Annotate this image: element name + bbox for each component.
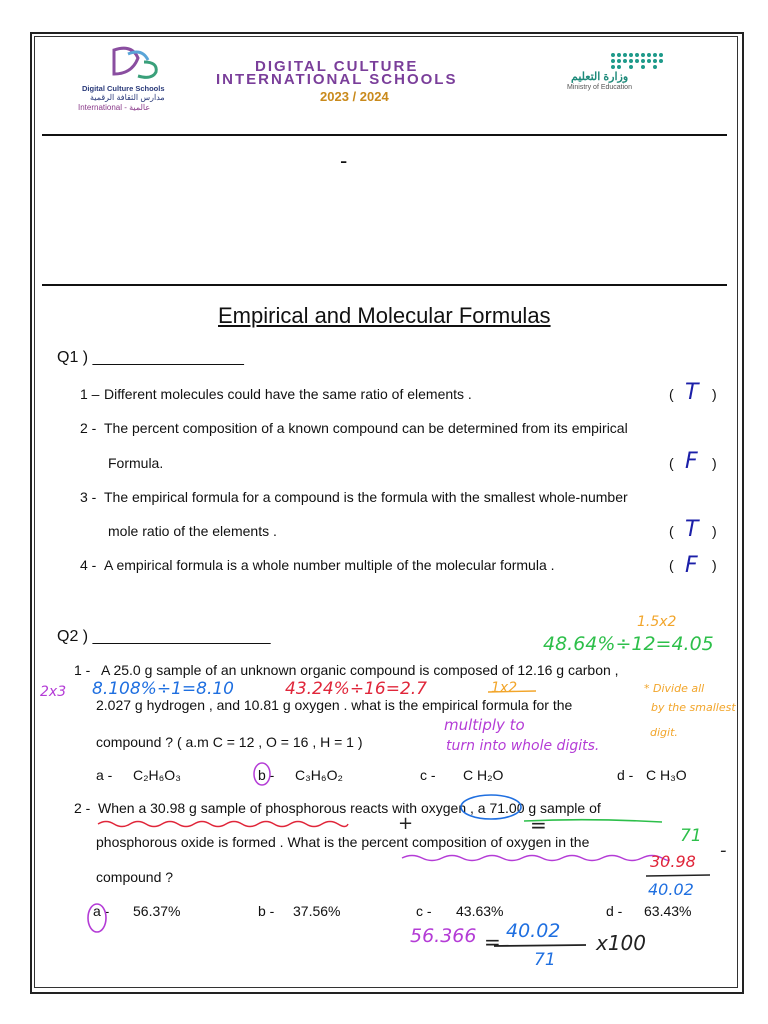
q1-item3-text: The empirical formula for a compound is the formula with the smallest whole-number (104, 489, 628, 505)
q1-answer2: F (685, 449, 698, 474)
hw-plus: + (398, 813, 414, 834)
answer-b-circle (254, 763, 270, 785)
q1-item3-text2: mole ratio of the elements . (108, 523, 277, 539)
q1-answer4-close: ) (712, 557, 717, 573)
q2-item1-option-d: C H₃O (646, 767, 687, 783)
hw-orange-top: 1.5x2 (637, 614, 677, 630)
hw-orange-note-2: by the smallest (651, 701, 736, 714)
school-intl-line: International - عالمية (78, 103, 151, 112)
q1-item2-num: 2 - (80, 420, 97, 436)
q1-item1-num: 1 – (80, 386, 100, 402)
hw-green-71: 71 (680, 826, 702, 846)
q1-label: Q1 ) _________________ (57, 349, 244, 366)
q2-item2-line3: compound ? (96, 869, 174, 885)
q1-answer3-close: ) (712, 523, 717, 539)
q2-item1-line1: A 25.0 g sample of an unknown organic compound is composed of 12.16 g carbon , (101, 662, 619, 678)
q2-item1-line2: 2.027 g hydrogen , and 10.81 g oxygen . what is the empirical formula for the (96, 697, 573, 713)
q2-item2-option-b: 37.56% (293, 903, 341, 919)
hw-green-calc: 48.64%÷12=4.05 (543, 633, 714, 655)
q2-item2-num: 2 - (74, 800, 91, 816)
q1-item3-num: 3 - (80, 489, 97, 505)
page-title: Empirical and Molecular Formulas (218, 303, 551, 328)
hw-purple-note-2: turn into whole digits. (446, 738, 600, 754)
q2-item2-option-b-label: b - (258, 903, 275, 919)
hw-fraction-numerator: 40.02 (506, 920, 561, 942)
q1-answer3-open: ( (669, 523, 674, 539)
q1-item2-text: The percent composition of a known compound can be determined from its empirical (104, 420, 628, 436)
q2-item1-num: 1 - (74, 662, 91, 678)
q1-item1-text: Different molecules could have the same ratio of elements . (104, 386, 472, 402)
hw-blue-4002: 40.02 (648, 880, 694, 899)
q1-answer1: T (685, 380, 699, 405)
q2-item1-option-b: C₃H₆O₂ (295, 767, 343, 783)
hw-eq-sign: = (484, 930, 501, 954)
hw-purple-note-1: multiply to (444, 716, 525, 734)
q2-item1-option-d-label: d - (617, 767, 634, 783)
hw-orange-1x2: 1x2 (491, 680, 518, 696)
q2-item1-option-a-label: a - (96, 767, 113, 783)
q2-item1-option-c-label: c - (420, 767, 436, 783)
q2-item2-line1: When a 30.98 g sample of phosphorous reacts with oxygen , a 71.00 g sample of (98, 800, 601, 816)
q1-answer4: F (685, 553, 698, 578)
answer-a-circle (88, 904, 106, 932)
q2-item2-option-c: 43.63% (456, 903, 504, 919)
q1-answer2-close: ) (712, 455, 717, 471)
hw-orange-note-1: * Divide all (644, 682, 705, 695)
hw-fraction-denominator: 71 (534, 950, 556, 970)
hw-purple-2x3: 2x3 (40, 684, 67, 700)
hw-purple-56366: 56.366 (410, 925, 477, 947)
ministry-name-en: Ministry of Education (567, 84, 632, 91)
school-name-ar: مدارس الثقافة الرقمية (90, 93, 165, 102)
q2-item2-line2: phosphorous oxide is formed . What is the percent composition of oxygen in the (96, 834, 590, 850)
oxygen-circle (461, 795, 521, 819)
q2-item1-option-b-label: b - (258, 767, 275, 783)
q2-item1-option-a: C₂H₆O₃ (133, 767, 181, 783)
hw-red-calc: 43.24%÷16=2.7 (285, 679, 427, 699)
q2-item2-option-a: 56.37% (133, 903, 181, 919)
q2-item2-option-a-label: a - (93, 903, 110, 919)
q1-answer1-open: ( (669, 386, 674, 402)
hw-times-100: x100 (596, 931, 647, 955)
hw-orange-note-3: digit. (650, 726, 678, 739)
fraction-line-2 (494, 945, 586, 946)
q1-item4-num: 4 - (80, 557, 97, 573)
red-wavy-underline (98, 822, 348, 827)
q1-item4-text: A empirical formula is a whole number multiple of the molecular formula . (104, 557, 555, 573)
header-title-line1: DIGITAL CULTURE (255, 58, 419, 75)
hw-minus: - (720, 840, 727, 861)
q2-item2-option-d-label: d - (606, 903, 623, 919)
q1-answer2-open: ( (669, 455, 674, 471)
hw-equals: = (530, 813, 547, 837)
q2-item2-option-d: 63.43% (644, 903, 692, 919)
q1-answer1-close: ) (712, 386, 717, 402)
header-dash: - (340, 148, 348, 173)
fraction-line-1 (646, 875, 710, 876)
q1-answer3: T (685, 517, 699, 542)
header-year: 2023 / 2024 (320, 89, 389, 104)
q2-item2-option-c-label: c - (416, 903, 432, 919)
purple-wavy-underline (402, 856, 669, 861)
hw-red-3098: 30.98 (650, 852, 696, 871)
q1-answer4-open: ( (669, 557, 674, 573)
q2-item1-line3: compound ? ( a.m C = 12 , O = 16 , H = 1 ) (96, 734, 363, 750)
header-title-line2: INTERNATIONAL SCHOOLS (216, 71, 458, 88)
school-name-en: Digital Culture Schools (82, 84, 165, 93)
hw-blue-calc: 8.108%÷1=8.10 (92, 679, 234, 699)
ministry-name-ar: وزارة التعليم (571, 71, 629, 83)
q1-item2-text2: Formula. (108, 455, 164, 471)
q2-label: Q2 ) ____________________ (57, 628, 271, 645)
q2-item1-option-c: C H₂O (463, 767, 504, 783)
